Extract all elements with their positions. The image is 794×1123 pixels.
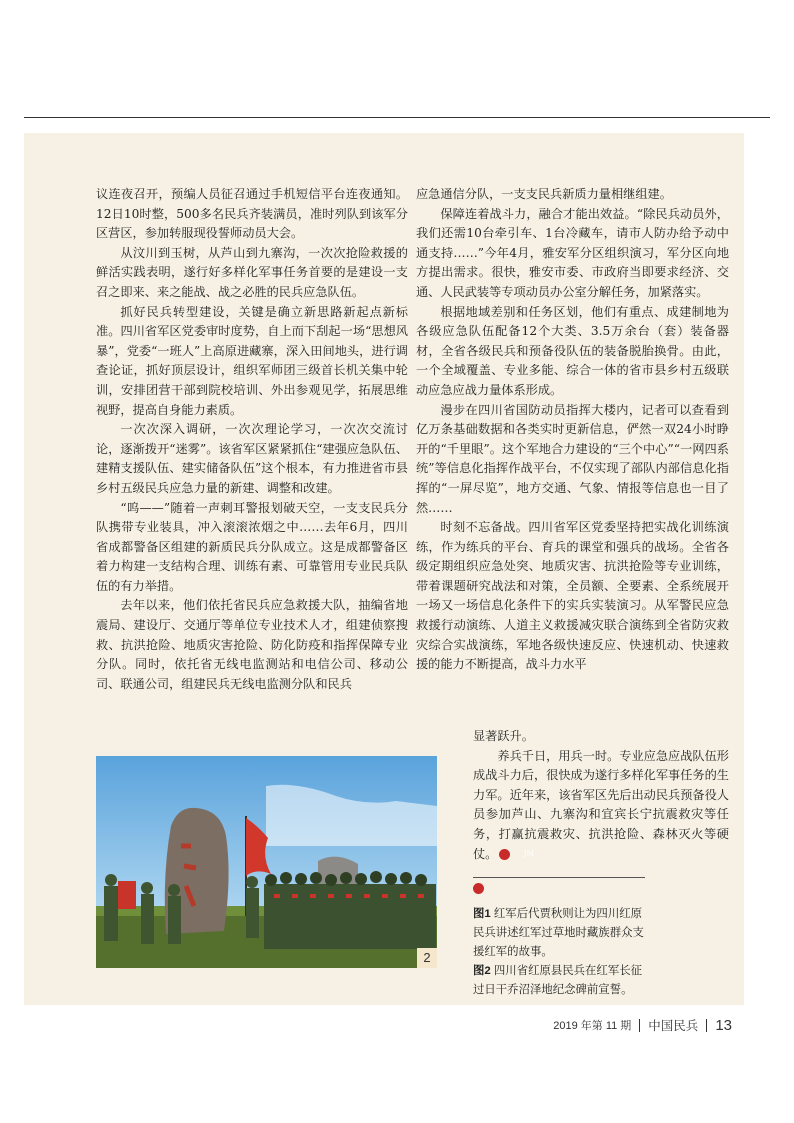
paragraph: 时刻不忘备战。四川省军区党委坚持把实战化训练演练，作为练兵的平台、育兵的课堂和强兵的战场。全省各级定期组织应急处突、地质灾害、抗洪抢险等专业训练，带着课题研究战法和对策，全员额、全要素、全系统展开一场又一场信息化条件下的实兵实装演习。从军警民应急救援行动演练、人道主义救援减灾联合演练到全省防灾救灾综合实战演练，军地各级快速反应、快速机动、快速救援的能力不断提高，战斗力水平 — [416, 520, 729, 672]
paragraph: “呜——”随着一声刺耳警报划破天空，一支支民兵分队携带专业装具，冲入滚滚浓烟之中……去年6月，四川省成都警备区组建的新质民兵分队成立。这是成都警备区着力构建一支结构合理、训练有素、可靠管用专业民兵队伍的有力举措。 — [96, 500, 408, 593]
caption-text: 四川省红原县民兵在红军长征过日干乔沼泽地纪念碑前宣誓。 — [473, 965, 642, 996]
caption-text: 红军后代贾秋则让为四川红原民兵讲述红军过草地时藏族群众支援红军的故事。 — [473, 908, 644, 958]
paragraph-text: 养兵千日，用兵一时。专业应急应战队伍形成战斗力后，很快成为遂行多样化军事任务的生力军。近年来，该省军区先后出动民兵预备役人员参加芦山、九寨沟和宜宾长宁抗震救灾等任务，打赢抗震救灾、抗洪抢险、森林灭火等硬仗。 — [473, 748, 729, 861]
magazine-name: 中国民兵 — [648, 1019, 699, 1033]
caption-item — [473, 905, 653, 962]
footer-divider — [639, 1019, 640, 1032]
footer-divider — [706, 1019, 707, 1032]
page-footer — [553, 1016, 732, 1034]
article-column-right — [416, 185, 729, 675]
paragraph: 抓好民兵转型建设，关键是确立新思路新起点新标准。四川省军区党委审时度势，自上而下刮起一场“思想风暴”，党委“一班人”上高原进藏寨，深入田间地头，进行调查论证，抓好顶层设计，组织军师团三级首长机关集中轮训，安排团营干部到院校培训、外出参观见学，拓展思维视野，提高自身能力素质。 — [96, 304, 408, 417]
caption-item — [473, 962, 653, 1000]
caption-label: 图1 — [473, 908, 491, 920]
paragraph: 漫步在四川省国防动员指挥大楼内，记者可以查看到亿万条基础数据和各类实时更新信息，俨然一双24小时睁开的“千里眼”。这个军地合力建设的“三个中心”“一网四系统”等信息化指挥作战平台，不仅实现了部队内部信息化指挥的“一屏尽览”，地方交通、气象、情报等信息也一目了然…… — [416, 402, 729, 515]
end-mark-icon: JM — [499, 849, 510, 860]
caption-bullet-icon — [473, 883, 484, 894]
photo-captions — [473, 905, 653, 1000]
page-number: 13 — [715, 1016, 732, 1034]
paragraph: 去年以来，他们依托省民兵应急救援大队，抽编省地震局、建设厅、交通厅等单位专业技术人才，组建侦察搜救、抗洪抢险、地质灾害抢险、防化防疫和指挥保障专业分队。同时，依托省无线电监测站和电信公司、移动公司、联通公司，组建民兵无线电监测分队和民兵 — [96, 598, 408, 691]
issue-label: 2019 年第 11 期 — [553, 1020, 632, 1032]
paragraph: 应急通信分队，一支支民兵新质力量相继组建。 — [416, 187, 672, 201]
header-rule — [24, 117, 770, 118]
paragraph: 从汶川到玉树，从芦山到九寨沟，一次次抢险救援的鲜活实践表明，遂行好多样化军事任务首要的是建设一支召之即来、来之能战、战之必胜的民兵应急队伍。 — [96, 245, 408, 299]
paragraph: 议连夜召开，预编人员征召通过手机短信平台连夜通知。12日10时整，500多名民兵齐装满员，准时列队到该军分区营区，参加转服现役誓师动员大会。 — [96, 187, 408, 241]
paragraph: 根据地域差别和任务区划，他们有重点、成建制地为各级应急队伍配备12个大类、3.5万余台（套）装备器材，全省各级民兵和预备役队伍的装备脱胎换骨。由此，一个全域覆盖、专业多能、综合一体的省市县乡村五级联动应急应战力量体系形成。 — [416, 304, 729, 397]
caption-rule — [473, 877, 645, 878]
paragraph: 保障连着战斗力，融合才能出效益。“除民兵动员外，我们还需10台牵引车、1台冷藏车，请市人防办给予动中通支持……”今年4月，雅安军分区组织演习，军分区向地方提出需求。很快，雅安市委、市政府当即要求经济、交通、人民武装等专项动员办公室分解任务，加紧落实。 — [416, 206, 729, 299]
paragraph: 显著跃升。 — [473, 729, 534, 743]
paragraph — [473, 747, 729, 865]
caption-label: 图2 — [473, 965, 491, 977]
photo-image — [96, 756, 437, 968]
photo-number: 2 — [417, 948, 437, 968]
paragraph: 一次次深入调研，一次次理论学习，一次次交流讨论，逐渐拨开“迷雾”。该省军区紧紧抓住“建强应急队伍、建精支援队伍、建实储备队伍”这个根本，有力推进省市县乡村五级民兵应急力量的新建、调整和改建。 — [96, 422, 408, 495]
photo-militia-oath — [96, 756, 437, 968]
article-column-left — [96, 185, 408, 694]
article-column-right-narrow — [473, 727, 729, 864]
